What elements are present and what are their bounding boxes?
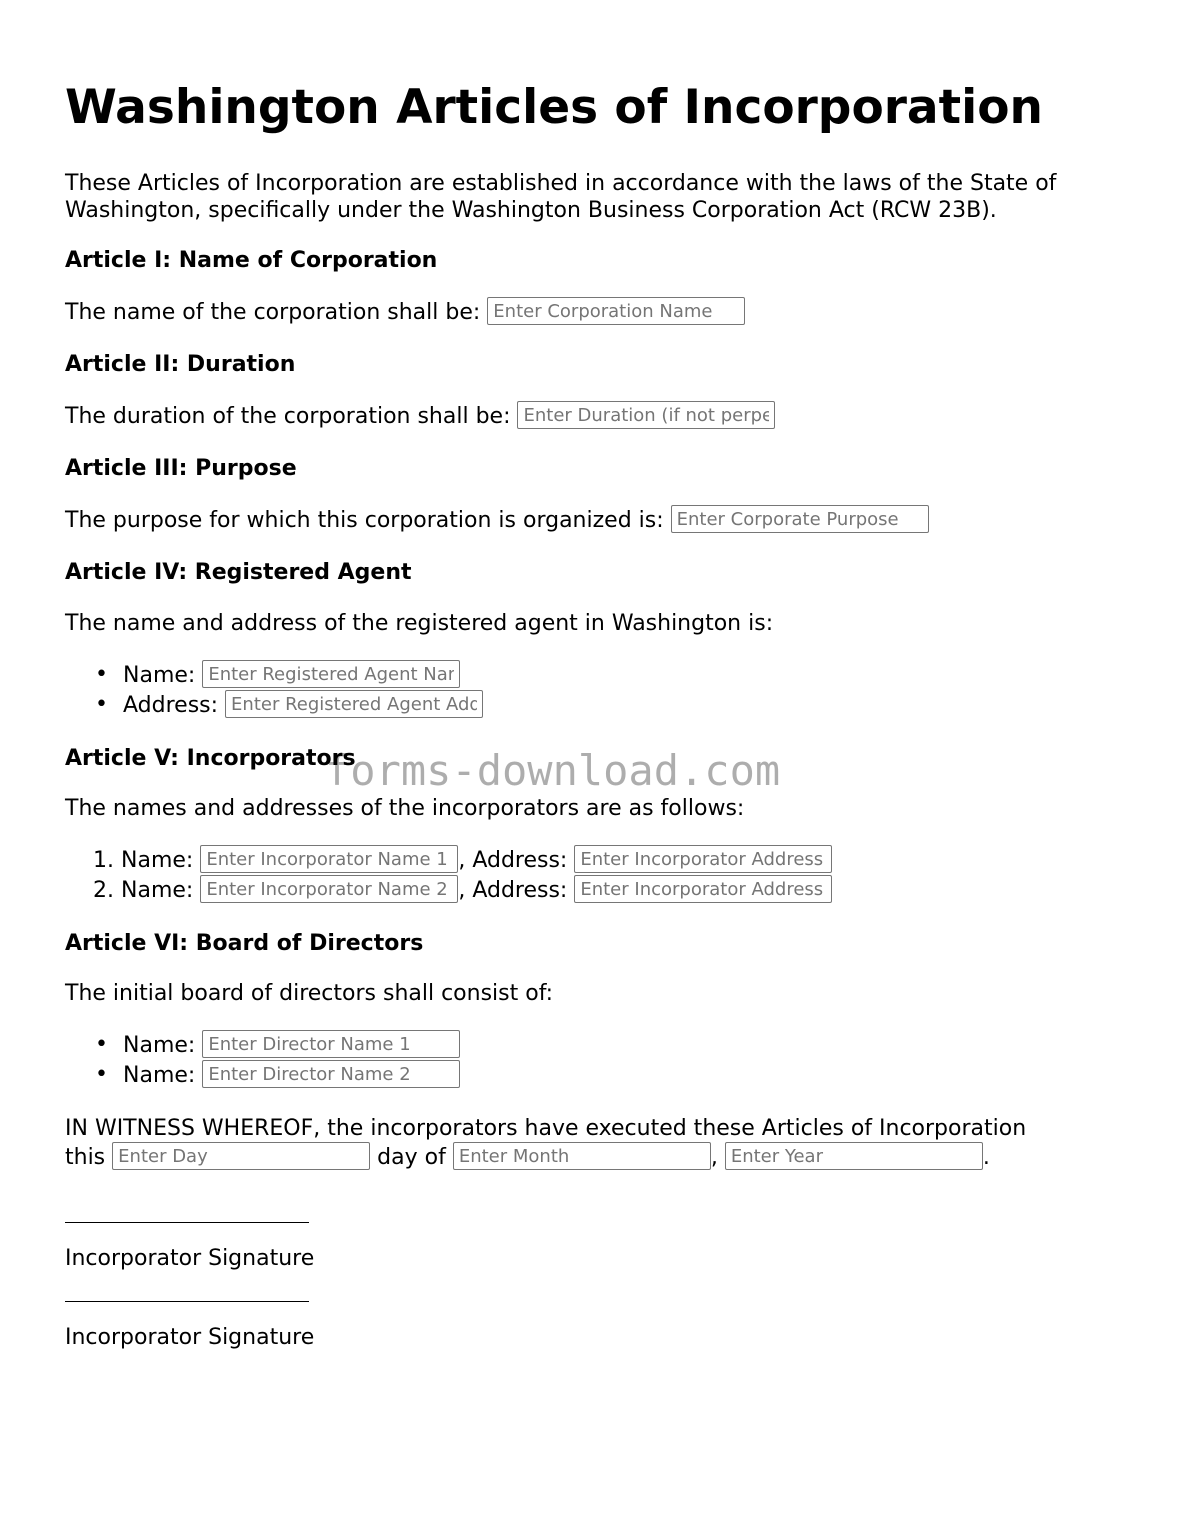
registered-agent-name-item <box>95 662 460 690</box>
bullet-icon: • <box>95 662 108 687</box>
incorporator-2-address-input[interactable] <box>574 875 832 903</box>
article-5-text: The names and addresses of the incorporators are as follows: <box>65 796 745 821</box>
witness-day-of: day of <box>377 1145 446 1170</box>
signature-label-2: Incorporator Signature <box>65 1325 315 1350</box>
signature-line-2 <box>65 1301 309 1302</box>
director-1-item <box>95 1032 460 1060</box>
article-2-heading: Article II: Duration <box>65 352 296 377</box>
day-input[interactable] <box>112 1142 370 1170</box>
article-4-text: The name and address of the registered agent in Washington is: <box>65 611 774 636</box>
duration-input[interactable] <box>517 401 775 429</box>
director-1-name-input[interactable] <box>202 1030 460 1058</box>
document-title: Washington Articles of Incorporation <box>65 80 1043 135</box>
article-2-line <box>65 403 775 431</box>
incorporator-1-item <box>93 847 832 875</box>
incorporator-2-name-label: Name: <box>121 878 194 903</box>
article-1-text: The name of the corporation shall be: <box>65 300 481 325</box>
article-6-text: The initial board of directors shall consist of: <box>65 981 554 1006</box>
bullet-icon: • <box>95 1032 108 1057</box>
incorporator-1-name-label: Name: <box>121 848 194 873</box>
director-2-label: Name: <box>123 1063 196 1088</box>
article-3-text: The purpose for which this corporation is organized is: <box>65 508 664 533</box>
article-1-line <box>65 299 745 327</box>
month-input[interactable] <box>453 1142 711 1170</box>
list-number: 2. <box>93 878 114 903</box>
intro-paragraph: These Articles of Incorporation are established in accordance with the laws of the State of Washington, specifically under the Washington Business Corporation Act (RCW 23B). <box>65 171 1057 223</box>
registered-agent-name-input[interactable] <box>202 660 460 688</box>
list-number: 1. <box>93 848 114 873</box>
incorporator-2-address-label: , Address: <box>458 878 568 903</box>
witness-date-line <box>65 1144 990 1172</box>
director-2-name-input[interactable] <box>202 1060 460 1088</box>
witness-comma: , <box>710 1145 718 1170</box>
article-3-heading: Article III: Purpose <box>65 456 297 481</box>
year-input[interactable] <box>725 1142 983 1170</box>
registered-agent-address-item <box>95 692 483 720</box>
watermark: forms-download.com <box>325 746 781 795</box>
registered-agent-name-label: Name: <box>123 663 196 688</box>
signature-label-1: Incorporator Signature <box>65 1246 315 1271</box>
incorporator-1-address-input[interactable] <box>574 845 832 873</box>
article-6-heading: Article VI: Board of Directors <box>65 931 424 956</box>
witness-text: IN WITNESS WHEREOF, the incorporators have executed these Articles of Incorporation <box>65 1116 1027 1141</box>
article-5-heading: Article V: Incorporators <box>65 746 356 771</box>
registered-agent-address-input[interactable] <box>225 690 483 718</box>
bullet-icon: • <box>95 1062 108 1087</box>
bullet-icon: • <box>95 692 108 717</box>
incorporator-2-name-input[interactable] <box>200 875 458 903</box>
corporate-purpose-input[interactable] <box>671 505 929 533</box>
director-1-label: Name: <box>123 1033 196 1058</box>
article-3-line <box>65 507 929 535</box>
incorporator-1-name-input[interactable] <box>200 845 458 873</box>
article-1-heading: Article I: Name of Corporation <box>65 248 438 273</box>
article-2-text: The duration of the corporation shall be: <box>65 404 511 429</box>
corporation-name-input[interactable] <box>487 297 745 325</box>
witness-period: . <box>982 1145 990 1170</box>
incorporator-1-address-label: , Address: <box>458 848 568 873</box>
signature-line-1 <box>65 1222 309 1223</box>
incorporator-2-item <box>93 877 832 905</box>
director-2-item <box>95 1062 460 1090</box>
registered-agent-address-label: Address: <box>123 693 219 718</box>
article-4-heading: Article IV: Registered Agent <box>65 560 412 585</box>
witness-this: this <box>65 1145 106 1170</box>
